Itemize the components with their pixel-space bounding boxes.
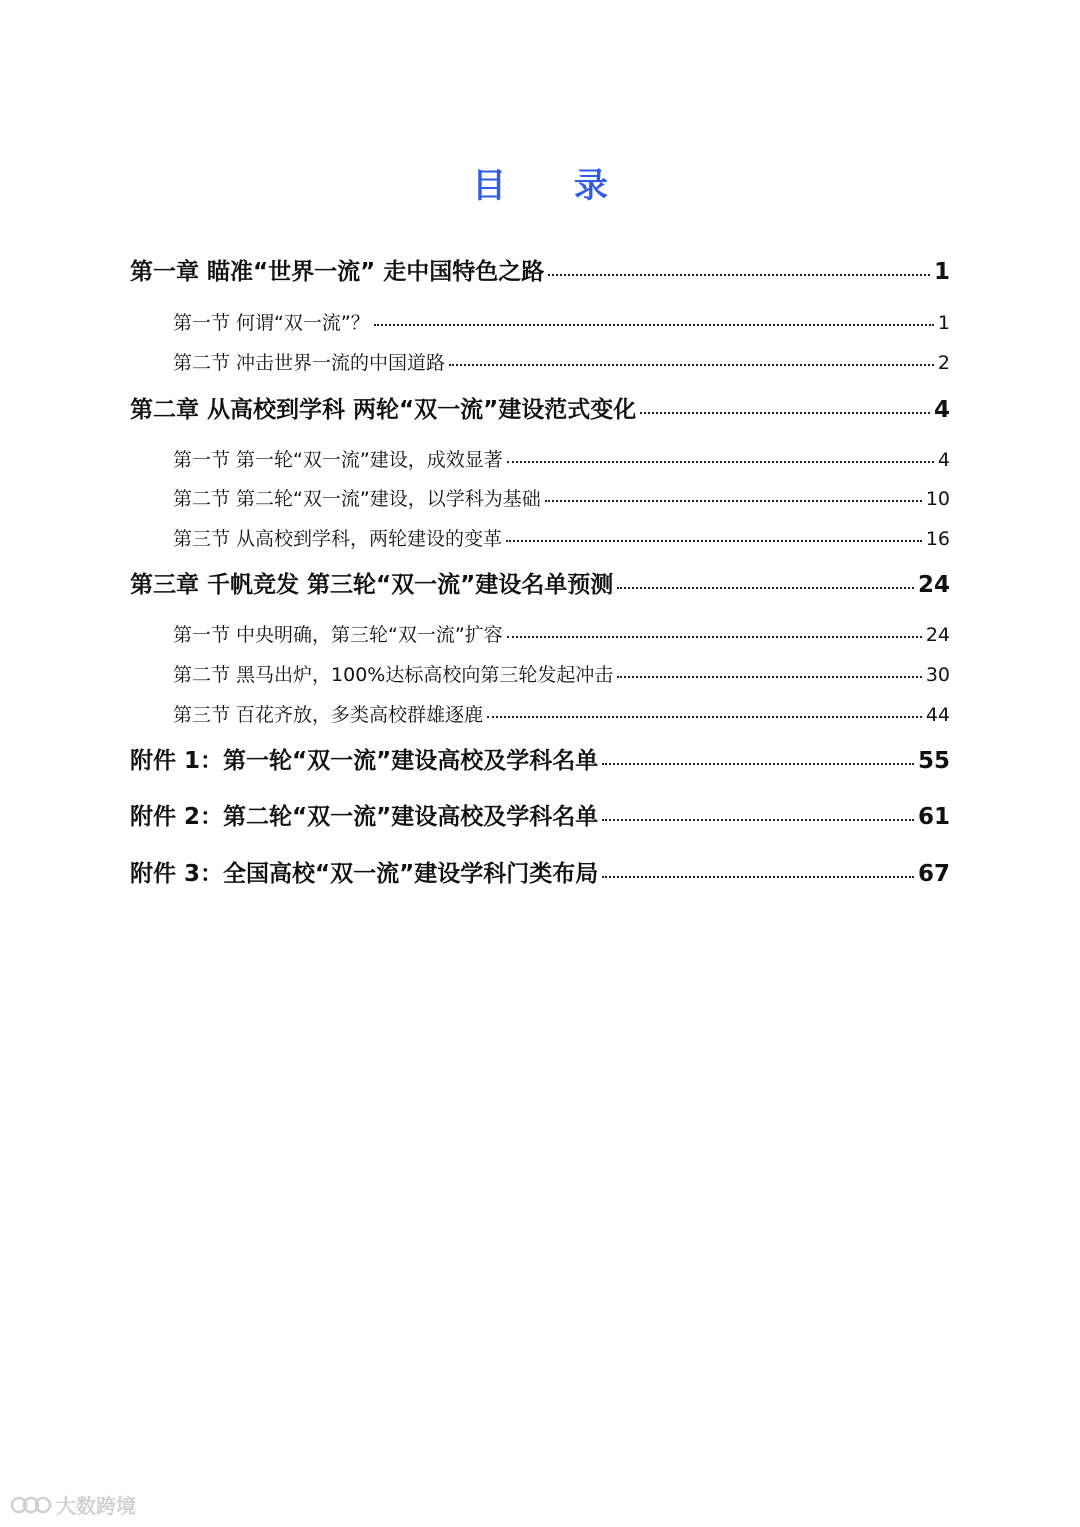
page-title: 目 录 [472, 166, 636, 206]
toc-entry[interactable] [130, 566, 950, 599]
toc-entry[interactable] [173, 700, 950, 727]
dot-leader [548, 274, 930, 276]
toc-entry-label: 第一节 中央明确，第三轮“双一流”扩容 [173, 624, 503, 646]
toc-entry[interactable] [130, 742, 950, 775]
toc-entry-page: 61 [917, 804, 950, 830]
toc-entry-page: 1 [933, 259, 950, 285]
toc-entry-page: 16 [925, 528, 950, 550]
toc-entry-page: 67 [917, 861, 950, 887]
toc-entry[interactable] [130, 391, 950, 424]
dot-leader [602, 876, 914, 878]
toc-entry[interactable] [173, 524, 950, 551]
logo-icon [10, 1494, 52, 1516]
toc-entry[interactable] [130, 855, 950, 888]
dot-leader [617, 587, 914, 589]
dot-leader [506, 540, 922, 542]
toc-entry-page: 1 [937, 312, 950, 334]
toc-entry-page: 55 [917, 748, 950, 774]
dot-leader [487, 716, 922, 718]
toc-entry[interactable] [173, 348, 950, 375]
toc-entry-label: 第二节 黑马出炉，100%达标高校向第三轮发起冲击 [173, 664, 614, 686]
toc-entry-label: 第二章 从高校到学科 两轮“双一流”建设范式变化 [130, 397, 637, 423]
toc-entry-label: 附件 1：第一轮“双一流”建设高校及学科名单 [130, 748, 599, 774]
dot-leader [374, 324, 934, 326]
toc-entry-label: 第一章 瞄准“世界一流” 走中国特色之路 [130, 259, 545, 285]
dot-leader [545, 500, 922, 502]
toc-entry[interactable] [173, 484, 950, 511]
dot-leader [640, 412, 930, 414]
toc-entry-page: 24 [917, 572, 950, 598]
toc-entry-page: 4 [933, 397, 950, 423]
toc-entry-page: 4 [937, 449, 950, 471]
toc-entry-label: 第三节 从高校到学科，两轮建设的变革 [173, 528, 503, 550]
toc-entry-page: 2 [937, 352, 950, 374]
dot-leader [449, 364, 934, 366]
toc-entry-label: 第三节 百花齐放，多类高校群雄逐鹿 [173, 704, 484, 726]
toc-entry-label: 附件 2：第二轮“双一流”建设高校及学科名单 [130, 804, 599, 830]
toc-entry-page: 44 [925, 704, 950, 726]
dot-leader [507, 461, 934, 463]
watermark [10, 1490, 136, 1519]
watermark-text: 大数跨境 [56, 1494, 136, 1518]
toc-entry[interactable] [173, 308, 950, 335]
toc-entry-label: 第三章 千帆竞发 第三轮“双一流”建设名单预测 [130, 572, 614, 598]
toc-entry-label: 第二节 第二轮“双一流”建设，以学科为基础 [173, 488, 541, 510]
dot-leader [602, 819, 914, 821]
toc-entry[interactable] [173, 445, 950, 472]
toc-entry-page: 10 [925, 488, 950, 510]
dot-leader [507, 636, 922, 638]
toc-entry-page: 24 [925, 624, 950, 646]
toc-entry-label: 第一节 何谓“双一流”？ [173, 312, 370, 334]
dot-leader [617, 676, 921, 678]
toc-entry[interactable] [173, 620, 950, 647]
toc-entry[interactable] [173, 660, 950, 687]
dot-leader [602, 763, 914, 765]
toc-entry[interactable] [130, 253, 950, 286]
toc-entry-label: 附件 3：全国高校“双一流”建设学科门类布局 [130, 861, 599, 887]
toc-entry-page: 30 [925, 664, 950, 686]
toc-entry[interactable] [130, 798, 950, 831]
toc-entry-label: 第一节 第一轮“双一流”建设，成效显著 [173, 449, 503, 471]
toc-entry-label: 第二节 冲击世界一流的中国道路 [173, 352, 446, 374]
